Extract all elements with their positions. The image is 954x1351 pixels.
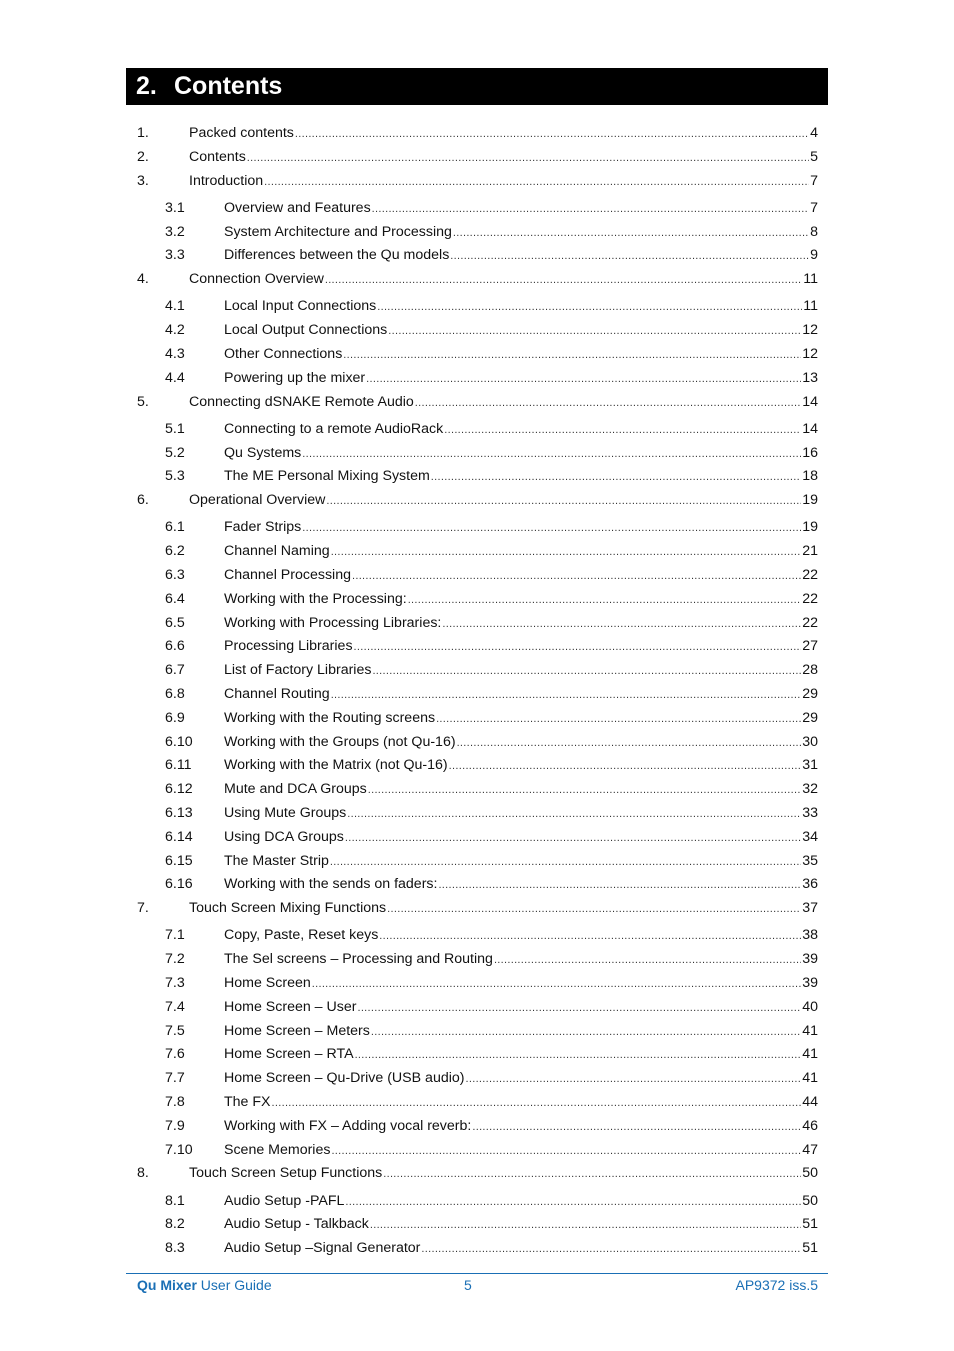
toc-entry-line <box>224 974 818 993</box>
toc-entry-page: 14 <box>802 420 818 437</box>
toc-entry-title: Processing Libraries <box>224 638 353 655</box>
toc-entry-title: Touch Screen Setup Functions <box>189 1165 383 1182</box>
toc-entry[interactable] <box>0 1164 954 1182</box>
toc-entry-page: 28 <box>802 662 818 679</box>
toc-entry-line <box>189 491 818 510</box>
toc-entry-line <box>224 542 818 561</box>
toc-entry-line <box>224 852 818 871</box>
toc-entry[interactable] <box>0 1141 954 1159</box>
toc-entry-page: 51 <box>802 1240 818 1257</box>
toc-entry[interactable] <box>0 297 954 315</box>
toc-entry-title: Overview and Features <box>224 199 371 216</box>
toc-entry[interactable] <box>0 637 954 655</box>
toc-entry-number: 7.6 <box>165 1046 185 1063</box>
toc-entry-title: Connecting dSNAKE Remote Audio <box>189 393 414 410</box>
toc-entry-title: Contents <box>189 148 246 165</box>
toc-entry-title: Fader Strips <box>224 519 302 536</box>
toc-entry-number: 6. <box>137 492 149 509</box>
toc-entry-line <box>224 828 818 847</box>
toc-entry[interactable] <box>0 804 954 822</box>
toc-entry-title: Copy, Paste, Reset keys <box>224 927 379 944</box>
toc-entry[interactable] <box>0 393 954 411</box>
dot-leader <box>387 900 801 918</box>
toc-entry-page: 40 <box>802 998 818 1015</box>
toc-entry-title: Local Input Connections <box>224 298 377 315</box>
toc-entry-page: 14 <box>802 393 818 410</box>
toc-entry-number: 7.8 <box>165 1094 185 1110</box>
toc-entry-title: Audio Setup - Talkback <box>224 1216 369 1233</box>
dot-leader <box>431 468 801 486</box>
toc-entry-page: 47 <box>802 1141 818 1158</box>
toc-entry[interactable] <box>0 998 954 1016</box>
toc-entry[interactable] <box>0 270 954 288</box>
toc-entry-page: 5 <box>810 148 818 165</box>
toc-entry-title: Channel Routing <box>224 686 330 702</box>
toc-entry[interactable] <box>0 518 954 536</box>
toc-entry-page: 51 <box>802 1216 818 1233</box>
toc-entry-number: 8.1 <box>165 1192 185 1209</box>
toc-entry-title: Differences between the Qu models <box>224 247 450 264</box>
toc-entry-page: 19 <box>802 492 818 509</box>
toc-entry-title: Qu Systems <box>224 444 302 461</box>
toc-entry-line <box>224 369 818 388</box>
dot-leader <box>442 615 801 633</box>
toc-entry-page: 27 <box>802 638 818 655</box>
toc-entry-title: Channel Naming <box>224 543 330 560</box>
toc-entry-page: 50 <box>802 1165 818 1182</box>
toc-entry-line <box>224 420 818 439</box>
toc-entry[interactable] <box>0 148 954 166</box>
toc-entry[interactable] <box>0 828 954 846</box>
toc-entry-title: Audio Setup -PAFL <box>224 1192 345 1209</box>
toc-entry-line <box>224 1045 818 1064</box>
toc-entry-number: 5.3 <box>165 468 185 485</box>
toc-entry[interactable] <box>0 926 954 944</box>
toc-entry-number: 6.16 <box>165 876 193 893</box>
toc-entry-page: 7 <box>810 172 818 189</box>
dot-leader <box>354 638 802 656</box>
dot-leader <box>347 805 801 823</box>
toc-entry-line <box>224 1069 818 1088</box>
toc-entry-number: 6.2 <box>165 543 185 560</box>
toc-entry-page: 38 <box>802 927 818 944</box>
dot-leader <box>302 445 801 463</box>
toc-entry-title: Connecting to a remote AudioRack <box>224 420 444 437</box>
toc-entry-page: 41 <box>802 1070 818 1087</box>
toc-entry-title: Other Connections <box>224 346 343 362</box>
dot-leader <box>325 271 802 289</box>
toc-entry-page: 41 <box>802 1046 818 1063</box>
toc-entry-line <box>224 637 818 656</box>
toc-entry-line <box>224 1192 818 1211</box>
toc-entry-number: 8.3 <box>165 1240 185 1257</box>
toc-entry[interactable] <box>0 1117 954 1135</box>
toc-entry-title: The FX <box>224 1094 271 1110</box>
toc-entry-page: 41 <box>802 1022 818 1039</box>
toc-entry-title: Home Screen <box>224 975 311 991</box>
toc-entry-title: System Architecture and Processing <box>224 223 452 240</box>
toc-entry-line <box>224 444 818 463</box>
dot-leader <box>295 125 809 143</box>
toc-entry-title: Working with the Matrix (not Qu-16) <box>224 757 448 774</box>
toc-entry-title: Operational Overview <box>189 492 326 509</box>
toc-entry[interactable] <box>0 1045 954 1063</box>
toc-entry-number: 6.10 <box>165 733 193 750</box>
toc-entry-number: 6.5 <box>165 614 185 631</box>
toc-entry-number: 1. <box>137 125 149 141</box>
toc-entry[interactable] <box>0 345 954 363</box>
footer-title <box>137 1276 272 1294</box>
toc-entry[interactable] <box>0 369 954 387</box>
dot-leader <box>383 1165 801 1183</box>
toc-entry-title: Using DCA Groups <box>224 828 344 845</box>
toc-entry-title: Home Screen – Meters <box>224 1022 370 1039</box>
toc-entry-number: 4.4 <box>165 369 185 386</box>
toc-entry-number: 8.2 <box>165 1216 185 1233</box>
toc-entry-title: Working with the Routing screens <box>224 709 436 726</box>
toc-entry-line <box>189 393 818 412</box>
section-number: 2. <box>136 72 157 100</box>
toc-entry-number: 4.1 <box>165 298 185 315</box>
toc-entry-number: 7.9 <box>165 1117 185 1134</box>
toc-entry-line <box>224 875 818 894</box>
dot-leader <box>312 975 801 993</box>
toc-entry-line <box>224 926 818 945</box>
toc-entry-page: 30 <box>802 733 818 750</box>
toc-entry-number: 3. <box>137 172 149 189</box>
toc-entry[interactable] <box>0 124 954 142</box>
toc-entry-line <box>224 1117 818 1136</box>
dot-leader <box>368 781 801 799</box>
toc-entry[interactable] <box>0 199 954 217</box>
toc-entry-page: 22 <box>802 567 818 583</box>
toc-entry-line <box>224 709 818 728</box>
toc-entry[interactable] <box>0 566 954 584</box>
dot-leader <box>377 298 802 316</box>
toc-entry-number: 6.9 <box>165 709 185 726</box>
toc-entry-number: 4.3 <box>165 346 185 362</box>
toc-entry[interactable] <box>0 467 954 485</box>
toc-entry-number: 5.2 <box>165 444 185 461</box>
toc-entry-number: 8. <box>137 1165 149 1182</box>
toc-entry-number: 7.7 <box>165 1070 185 1087</box>
toc-entry-page: 37 <box>802 900 818 917</box>
toc-entry-number: 7.1 <box>165 927 185 944</box>
toc-entry[interactable] <box>0 756 954 774</box>
toc-entry-line <box>189 172 818 191</box>
toc-entry[interactable] <box>0 444 954 462</box>
toc-entry-page: 11 <box>803 298 818 315</box>
toc-entry-number: 5.1 <box>165 420 185 437</box>
toc-entry-page: 39 <box>802 951 818 968</box>
dot-leader <box>472 1118 801 1136</box>
toc-entry-page: 8 <box>810 223 818 240</box>
toc-entry-line <box>224 685 818 704</box>
toc-entry-number: 2. <box>137 148 149 165</box>
toc-entry-title: The Sel screens – Processing and Routing <box>224 951 493 968</box>
dot-leader <box>450 247 809 265</box>
toc-entry[interactable] <box>0 172 954 190</box>
dot-leader <box>453 224 809 242</box>
toc-entry-number: 3.2 <box>165 223 185 240</box>
toc-entry-line <box>224 199 818 218</box>
toc-entry-line <box>189 270 818 289</box>
toc-entry-number: 7.5 <box>165 1022 185 1039</box>
dot-leader <box>449 757 802 775</box>
toc-entry-title: List of Factory Libraries <box>224 662 372 679</box>
toc-entry-page: 39 <box>802 975 818 991</box>
toc-entry-number: 3.1 <box>165 199 185 216</box>
toc-entry-title: Audio Setup –Signal Generator <box>224 1240 421 1257</box>
toc-entry-title: Using Mute Groups <box>224 805 347 821</box>
toc-entry-number: 6.11 <box>165 757 192 774</box>
toc-entry-page: 21 <box>802 543 818 560</box>
toc-entry-title: Working with the Processing: <box>224 590 407 607</box>
toc-entry-page: 44 <box>802 1094 818 1110</box>
dot-leader <box>355 1046 802 1064</box>
toc-entry-page: 46 <box>802 1117 818 1134</box>
toc-entry[interactable] <box>0 780 954 798</box>
toc-entry-page: 19 <box>802 519 818 536</box>
toc-entry[interactable] <box>0 875 954 893</box>
toc-entry-line <box>224 756 818 775</box>
toc-entry-number: 4.2 <box>165 322 185 339</box>
toc-entry-page: 13 <box>802 369 818 386</box>
toc-entry-line <box>189 1164 818 1183</box>
footer-divider <box>126 1273 828 1274</box>
toc-entry[interactable] <box>0 899 954 917</box>
toc-entry-line <box>224 733 818 752</box>
toc-entry-page: 7 <box>810 199 818 216</box>
dot-leader <box>264 173 809 191</box>
toc-entry-page: 29 <box>802 709 818 726</box>
toc-entry-page: 22 <box>802 614 818 631</box>
toc-entry-line <box>224 661 818 680</box>
toc-entry-title: Working with the Groups (not Qu-16) <box>224 733 456 750</box>
toc-entry[interactable] <box>0 1022 954 1040</box>
toc-entry-number: 6.15 <box>165 852 193 869</box>
toc-entry-line <box>224 614 818 633</box>
footer-guide: User Guide <box>200 1277 272 1293</box>
toc-entry[interactable] <box>0 685 954 703</box>
toc-entry-line <box>224 950 818 969</box>
dot-leader <box>438 876 801 894</box>
toc-entry[interactable] <box>0 950 954 968</box>
toc-entry-line <box>224 590 818 609</box>
toc-entry-page: 31 <box>802 757 818 774</box>
dot-leader <box>272 1094 802 1112</box>
toc-entry-line <box>224 518 818 537</box>
toc-entry-page: 4 <box>810 125 818 141</box>
toc-entry-number: 7.2 <box>165 951 185 968</box>
toc-entry-title: Touch Screen Mixing Functions <box>189 900 387 917</box>
footer-page-number: 5 <box>464 1277 472 1293</box>
dot-leader <box>372 200 809 218</box>
toc-entry-number: 4. <box>137 271 149 288</box>
toc-entry-number: 6.8 <box>165 686 185 702</box>
toc-entry-line <box>224 1093 818 1112</box>
toc-entry-page: 34 <box>802 828 818 845</box>
dot-leader <box>330 853 801 871</box>
toc-entry[interactable] <box>0 590 954 608</box>
toc-entry[interactable] <box>0 321 954 339</box>
toc-entry-number: 7.3 <box>165 975 185 991</box>
toc-entry-page: 35 <box>802 852 818 869</box>
toc-entry-line <box>224 780 818 799</box>
toc-entry-title: Mute and DCA Groups <box>224 781 367 798</box>
toc-entry-title: Channel Processing <box>224 567 351 583</box>
toc-entry[interactable] <box>0 614 954 632</box>
toc-entry-number: 5. <box>137 393 149 410</box>
toc-entry-page: 11 <box>803 271 818 288</box>
toc-entry-title: Local Output Connections <box>224 322 388 339</box>
toc-entry-title: The ME Personal Mixing System <box>224 468 430 485</box>
toc-entry-page: 32 <box>802 781 818 798</box>
toc-entry[interactable] <box>0 852 954 870</box>
dot-leader <box>343 346 801 364</box>
dot-leader <box>371 1023 801 1041</box>
dot-leader <box>372 662 801 680</box>
toc-entry-page: 16 <box>802 444 818 461</box>
toc-entry-line <box>224 1239 818 1258</box>
dot-leader <box>494 951 801 969</box>
toc-entry[interactable] <box>0 491 954 509</box>
toc-entry[interactable] <box>0 1093 954 1111</box>
toc-entry-line <box>224 345 818 364</box>
toc-entry-title: Introduction <box>189 172 264 189</box>
dot-leader <box>345 829 801 847</box>
dot-leader <box>444 421 801 439</box>
toc-entry-line <box>224 467 818 486</box>
dot-leader <box>370 1216 801 1234</box>
footer-brand: Qu Mixer <box>137 1277 197 1293</box>
toc-entry[interactable] <box>0 733 954 751</box>
toc-entry-title: Scene Memories <box>224 1141 331 1158</box>
toc-entry[interactable] <box>0 1069 954 1087</box>
toc-entry-number: 6.12 <box>165 781 193 798</box>
toc-entry-page: 22 <box>802 590 818 607</box>
toc-entry-line <box>224 566 818 585</box>
toc-entry-title: Working with the sends on faders: <box>224 876 438 893</box>
toc-entry-line <box>189 124 818 143</box>
dot-leader <box>457 734 802 752</box>
dot-leader <box>326 492 801 510</box>
toc-entry-page: 9 <box>810 247 818 264</box>
toc-entry[interactable] <box>0 420 954 438</box>
dot-leader <box>331 543 802 561</box>
toc-entry[interactable] <box>0 246 954 264</box>
dot-leader <box>388 322 801 340</box>
toc-entry-number: 6.7 <box>165 662 185 679</box>
toc-entry-number: 6.13 <box>165 805 193 821</box>
dot-leader <box>421 1240 801 1258</box>
toc-entry-line <box>224 297 818 316</box>
dot-leader <box>436 710 801 728</box>
toc-entry-title: Home Screen – RTA <box>224 1046 354 1063</box>
toc-entry[interactable] <box>0 1215 954 1233</box>
toc-entry[interactable] <box>0 1192 954 1210</box>
dot-leader <box>345 1193 801 1211</box>
toc-entry-title: Powering up the mixer <box>224 369 366 386</box>
toc-entry-line <box>224 223 818 242</box>
toc-entry-title: Home Screen – Qu-Drive (USB audio) <box>224 1070 465 1087</box>
toc-entry-page: 36 <box>802 876 818 893</box>
toc-entry-title: The Master Strip <box>224 852 329 869</box>
toc-entry-title: Home Screen – User <box>224 998 357 1015</box>
toc-entry-line <box>224 1215 818 1234</box>
dot-leader <box>302 519 801 537</box>
dot-leader <box>247 149 809 167</box>
dot-leader <box>331 686 802 704</box>
toc-entry-number: 6.6 <box>165 638 185 655</box>
dot-leader <box>366 370 801 388</box>
dot-leader <box>331 1142 801 1160</box>
toc-entry-line <box>224 804 818 823</box>
footer-doc-ref: AP9372 iss.5 <box>735 1277 818 1293</box>
section-heading <box>126 68 828 105</box>
toc-entry-line <box>224 246 818 265</box>
toc-entry-line <box>224 1022 818 1041</box>
toc-entry-line <box>224 321 818 340</box>
dot-leader <box>357 999 801 1017</box>
toc-entry-number: 7.10 <box>165 1141 193 1158</box>
dot-leader <box>408 591 802 609</box>
toc-entry-number: 7. <box>137 900 149 917</box>
toc-entry-page: 33 <box>802 805 818 821</box>
toc-entry[interactable] <box>0 1239 954 1257</box>
toc-entry-number: 6.1 <box>165 519 185 536</box>
toc-entry-number: 6.3 <box>165 567 185 583</box>
toc-entry-line <box>224 998 818 1017</box>
toc-entry-number: 7.4 <box>165 998 185 1015</box>
toc-entry-number: 6.4 <box>165 590 185 607</box>
toc-entry-number: 6.14 <box>165 828 193 845</box>
toc-entry-page: 12 <box>802 346 818 362</box>
toc-entry-line <box>224 1141 818 1160</box>
toc-entry-title: Packed contents <box>189 125 294 141</box>
toc-entry-number: 3.3 <box>165 247 185 264</box>
toc-entry-line <box>189 899 818 918</box>
toc-entry-page: 12 <box>802 322 818 339</box>
section-title: Contents <box>174 72 283 100</box>
toc-entry-title: Working with FX – Adding vocal reverb: <box>224 1117 472 1134</box>
toc-entry-page: 18 <box>802 468 818 485</box>
toc-entry-title: Connection Overview <box>189 271 324 288</box>
toc-entry-line <box>189 148 818 167</box>
toc-entry-title: Working with Processing Libraries: <box>224 614 442 631</box>
dot-leader <box>352 567 801 585</box>
dot-leader <box>415 394 801 412</box>
toc-entry-page: 50 <box>802 1192 818 1209</box>
toc-entry-page: 29 <box>802 686 818 702</box>
dot-leader <box>466 1070 802 1088</box>
toc-entry[interactable] <box>0 709 954 727</box>
toc-entry[interactable] <box>0 542 954 560</box>
toc-entry[interactable] <box>0 974 954 992</box>
toc-entry[interactable] <box>0 223 954 241</box>
toc-entry[interactable] <box>0 661 954 679</box>
dot-leader <box>379 927 801 945</box>
